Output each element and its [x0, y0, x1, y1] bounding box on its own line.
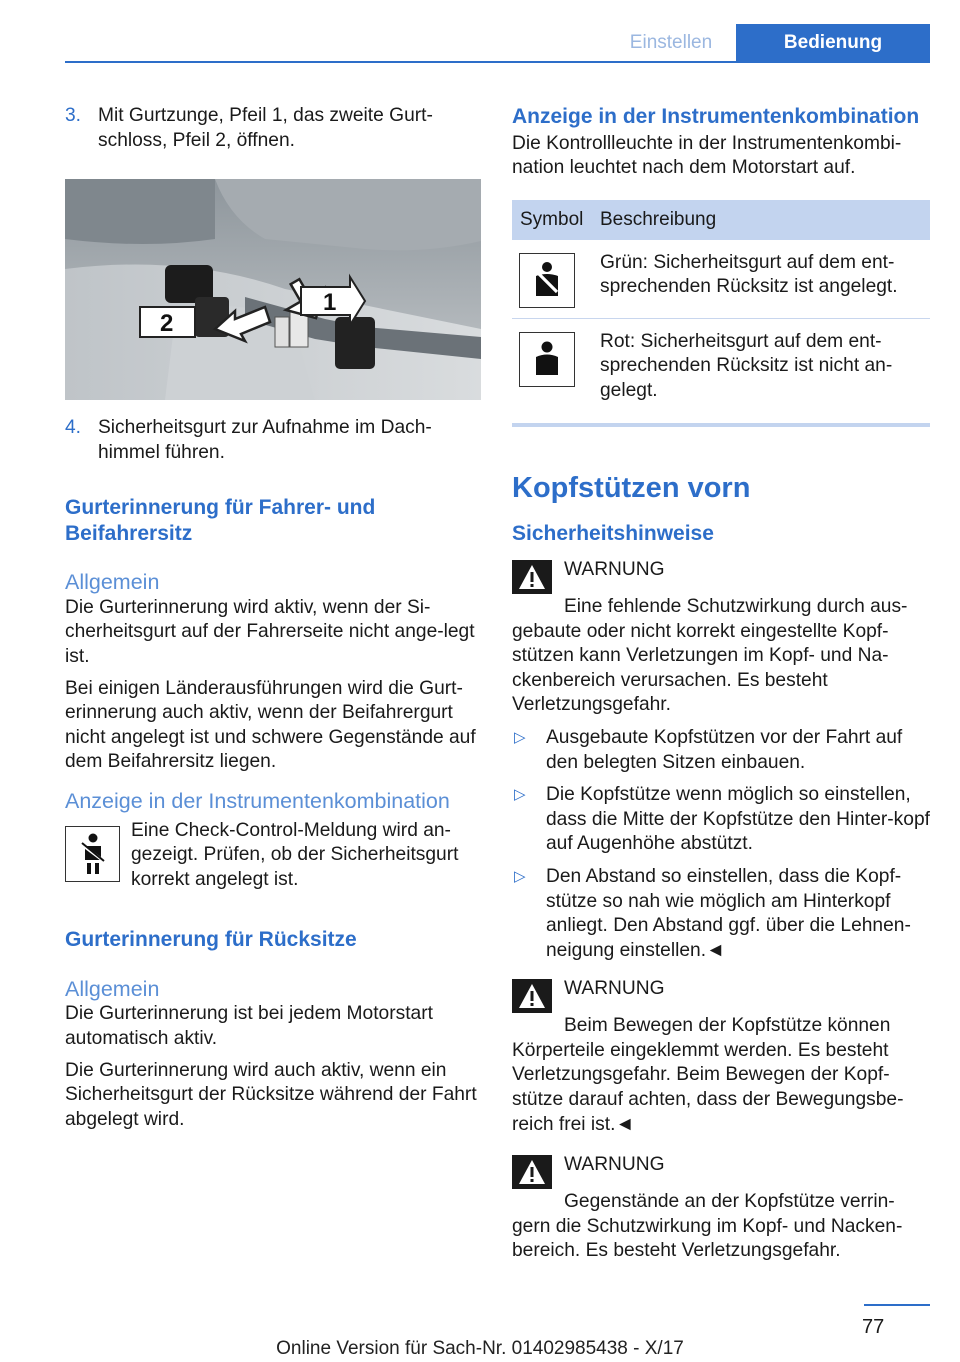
warning-text: Eine fehlende Schutzwirkung durch aus-gebaute oder nicht korrekt eingestellte Kopf-stützen kann Verletzungen im Kopf- und Na-ckenbereich verursachen. Es besteht Verletzungsgefahr.: [512, 595, 908, 716]
warning-title: WARNUNG: [564, 1154, 665, 1176]
table-row: [512, 319, 930, 414]
seatbelt-fastened-icon: [519, 253, 575, 308]
heading-allgemein: Allgemein: [65, 570, 160, 595]
bullet-list: [512, 726, 930, 963]
paragraph: Eine Check-Control-Meldung wird an-gezeigt. Prüfen, ob der Sicherheitsgurt korrekt angelegt ist.: [131, 819, 459, 890]
warning-head: [512, 558, 930, 594]
table-row: [512, 240, 930, 319]
step-text: Mit Gurtzunge, Pfeil 1, das zweite Gurt-schloss, Pfeil 2, öffnen.: [98, 105, 433, 151]
symbol-cell: [512, 330, 600, 404]
right-column: [512, 104, 930, 1271]
warning-text: Gegenstände an der Kopfstütze verrin-gern die Schutzwirkung im Kopf- und Nacken-bereich. Es besteht Verletzungsgefahr.: [512, 1191, 903, 1262]
heading-anzeige-instrumentenkombination: Anzeige in der Instrumentenkombination: [65, 789, 450, 814]
table-bottom-rule: [512, 423, 930, 427]
description-cell: Rot: Sicherheitsgurt auf dem ent-sprechenden Rücksitz ist nicht an-gelegt.: [600, 330, 893, 401]
step-number: 3.: [65, 105, 82, 126]
bullet-arrow-icon: ▷: [514, 786, 526, 804]
list-item-text: Die Kopfstütze wenn möglich so einstellen, dass die Mitte der Kopfstütze den Hinter-kopf auf Augenhöhe abstützt.: [546, 784, 930, 855]
check-control-info: [65, 819, 481, 900]
heading-anzeige-instrumentenkombination: Anzeige in der Instrumentenkombination: [512, 105, 920, 128]
list-item: [512, 783, 930, 857]
heading-kopfstuetzen-vorn: Kopfstützen vorn: [512, 472, 751, 505]
heading-sicherheitshinweise: Sicherheitshinweise: [512, 522, 714, 546]
paragraph: Die Gurterinnerung wird aktiv, wenn der Si-cherheitsgurt auf der Fahrerseite nicht ange-legt ist.: [65, 596, 475, 668]
warning-triangle-icon: [512, 1155, 552, 1189]
paragraph: Bei einigen Länderausführungen wird die Gurt-erinnerung auch aktiv, wenn der Beifahrergurt nicht angelegt ist und schwere Gegenstände auf dem Beifahrersitz liegen.: [65, 677, 476, 773]
photo-label-1: 1: [323, 289, 337, 317]
header-rule: [65, 61, 930, 63]
list-item-text: Ausgebaute Kopfstützen vor der Fahrt auf den belegten Sitzen einbauen.: [546, 726, 903, 773]
step-text: Sicherheitsgurt zur Aufnahme im Dach-himmel führen.: [98, 417, 432, 463]
heading-gurterinnerung-ruecksitze: Gurterinnerung für Rücksitze: [65, 928, 357, 952]
heading-allgemein: Allgemein: [65, 976, 160, 1001]
paragraph: Die Gurterinnerung wird auch aktiv, wenn ein Sicherheitsgurt der Rücksitze während der Fahrt abgelegt wird.: [65, 1059, 477, 1130]
heading-gurterinnerung-fahrer: Gurterinnerung für Fahrer- und Beifahrersitz: [65, 496, 376, 545]
list-item: [512, 726, 930, 775]
symbol-table: [512, 200, 930, 428]
tab-einstellen[interactable]: Einstellen: [629, 31, 713, 53]
step-3: [65, 104, 481, 153]
col-description: Beschreibung: [600, 208, 717, 230]
bullet-arrow-icon: ▷: [514, 728, 526, 746]
page-number: 77: [862, 1316, 885, 1338]
warning-block-1: [512, 558, 930, 718]
table-header: [512, 200, 930, 240]
warning-body: [564, 558, 665, 583]
photo-illustration: [65, 179, 481, 400]
paragraph: Die Gurterinnerung ist bei jedem Motorstart automatisch aktiv.: [65, 1003, 433, 1049]
step-4: [65, 416, 481, 465]
warning-title: WARNUNG: [564, 978, 665, 1000]
footer-rule: [864, 1304, 930, 1306]
tab-bedienung[interactable]: Bedienung: [736, 24, 930, 61]
left-column: [65, 104, 481, 1139]
seatbelt-buckle-photo: [65, 179, 481, 400]
warning-block-3: [512, 1153, 930, 1264]
photo-label-2: 2: [160, 310, 174, 338]
seat-occupant-icon: [519, 332, 575, 387]
list-item-text: Den Abstand so einstellen, dass die Kopf-stütze so nah wie möglich am Hinterkopf anliegt. Den Abstand ggf. über die Lehnen-neigung einstellen.◄: [546, 865, 911, 961]
page-header: [0, 24, 960, 62]
warning-body: [564, 1153, 665, 1178]
warning-triangle-icon: [512, 560, 552, 594]
symbol-cell: [512, 251, 600, 308]
footer-online-version: Online Version für Sach-Nr. 01402985438 - X/17: [276, 1338, 684, 1359]
step-number: 4.: [65, 417, 82, 439]
col-symbol: Symbol: [520, 208, 584, 230]
warning-block-2: [512, 977, 930, 1137]
warning-body: [564, 977, 665, 1002]
warning-text: Beim Bewegen der Kopfstütze können Körperteile eingeklemmt werden. Es besteht Verletzungsgefahr. Beim Bewegen der Kopf-stütze darauf achten, dass der Bewegungsbe-reich frei ist.◄: [512, 1015, 904, 1135]
list-item: [512, 865, 930, 963]
warning-title: WARNUNG: [564, 558, 665, 580]
warning-head: [512, 1153, 930, 1189]
description-cell: Grün: Sicherheitsgurt auf dem ent-sprechenden Rücksitz ist angelegt.: [600, 251, 898, 298]
paragraph: Die Kontrollleuchte in der Instrumentenkombi-nation leuchtet nach dem Motorstart auf.: [512, 132, 902, 179]
warning-triangle-icon: [512, 979, 552, 1013]
warning-head: [512, 977, 930, 1013]
seatbelt-warning-icon: [65, 826, 120, 882]
bullet-arrow-icon: ▷: [514, 867, 526, 885]
